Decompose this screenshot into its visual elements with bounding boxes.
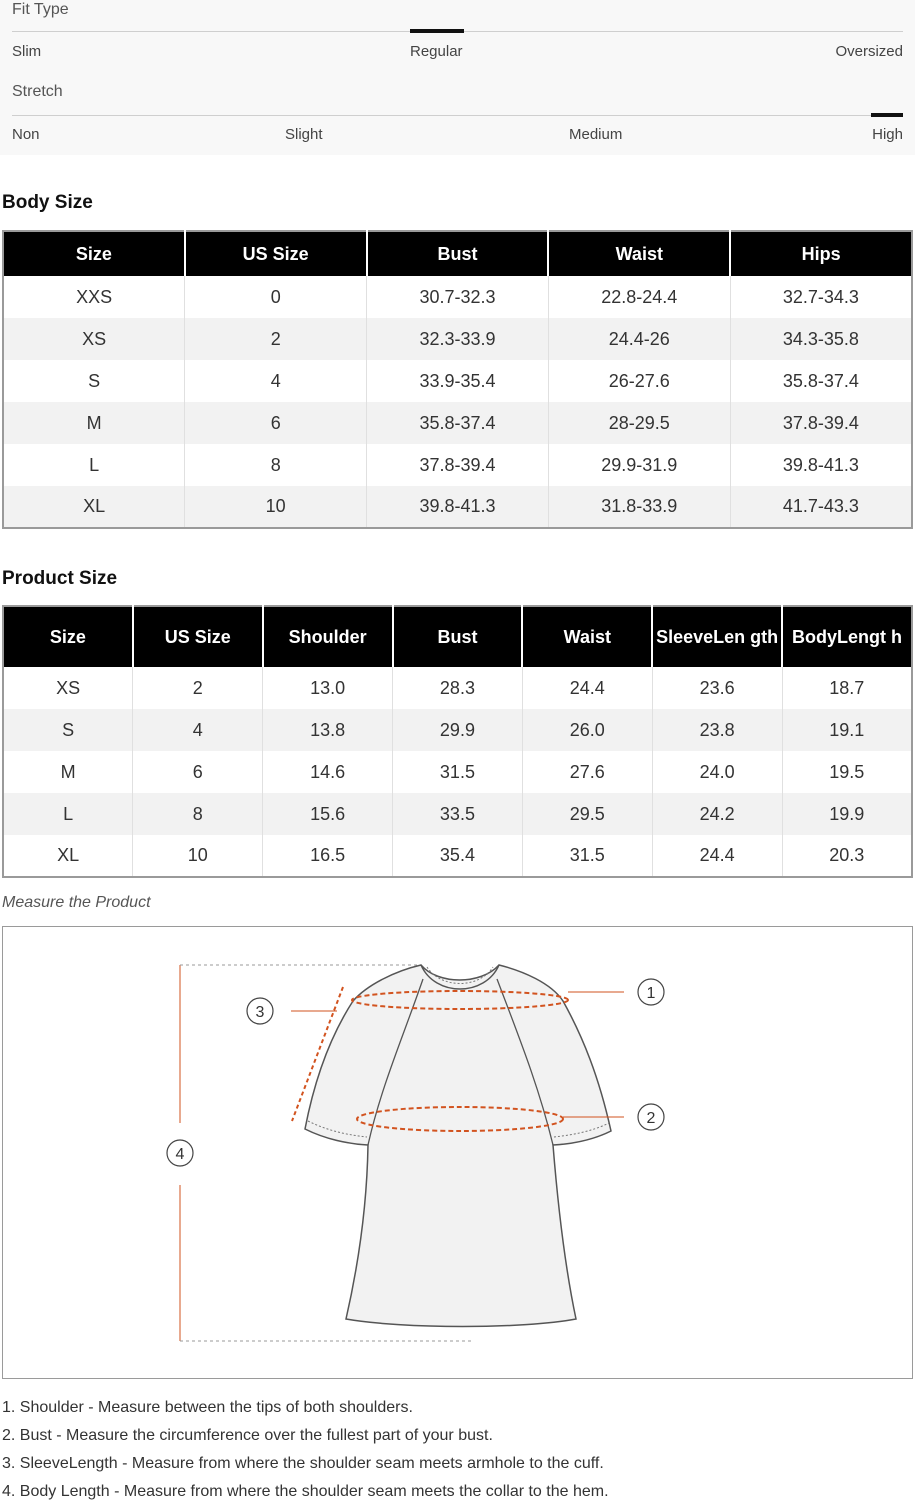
table-cell: 19.5 (782, 751, 912, 793)
fit-type-selected-marker (410, 29, 464, 33)
table-cell: XS (3, 318, 185, 360)
table-cell: 8 (185, 444, 367, 486)
column-header: BodyLengt h (782, 606, 912, 667)
note-sleeve-length: 3. SleeveLength - Measure from where the shoulder seam meets armhole to the cuff. (2, 1455, 604, 1472)
column-header: Hips (730, 231, 912, 276)
table-row (3, 709, 912, 751)
table-cell: 2 (133, 667, 263, 709)
table-cell: 10 (185, 486, 367, 528)
table-cell: XL (3, 835, 133, 877)
table-cell: 32.7-34.3 (730, 276, 912, 318)
column-header: Size (3, 606, 133, 667)
column-header: Size (3, 231, 185, 276)
table-row (3, 360, 912, 402)
table-header-row (3, 606, 912, 667)
product-size-table (2, 605, 913, 878)
table-cell: 15.6 (263, 793, 393, 835)
table-cell: 26.0 (522, 709, 652, 751)
table-cell: 33.5 (393, 793, 523, 835)
body-size-table (2, 230, 913, 529)
fit-type-label-oversized: Oversized (835, 43, 903, 60)
svg-text:3: 3 (255, 1004, 265, 1021)
table-cell: S (3, 360, 185, 402)
table-cell: 8 (133, 793, 263, 835)
table-cell: 31.8-33.9 (548, 486, 730, 528)
product-size-title: Product Size (2, 568, 118, 589)
table-cell: 26-27.6 (548, 360, 730, 402)
table-cell: 10 (133, 835, 263, 877)
table-row (3, 276, 912, 318)
fit-panel (0, 0, 915, 155)
table-row (3, 318, 912, 360)
column-header: Shoulder (263, 606, 393, 667)
marker-4 (167, 1140, 193, 1166)
table-cell: 39.8-41.3 (367, 486, 549, 528)
table-cell: 32.3-33.9 (367, 318, 549, 360)
table-cell: 6 (133, 751, 263, 793)
table-cell: XS (3, 667, 133, 709)
table-cell: 28.3 (393, 667, 523, 709)
stretch-selected-marker (871, 113, 903, 117)
note-body-length: 4. Body Length - Measure from where the shoulder seam meets the collar to the hem. (2, 1483, 609, 1500)
table-cell: 31.5 (393, 751, 523, 793)
table-cell: 41.7-43.3 (730, 486, 912, 528)
column-header: US Size (133, 606, 263, 667)
table-cell: 24.4-26 (548, 318, 730, 360)
table-cell: 35.8-37.4 (730, 360, 912, 402)
table-cell: 13.8 (263, 709, 393, 751)
table-cell: L (3, 793, 133, 835)
table-cell: 24.4 (522, 667, 652, 709)
table-cell: 16.5 (263, 835, 393, 877)
column-header: Bust (367, 231, 549, 276)
marker-2 (638, 1104, 664, 1130)
table-cell: S (3, 709, 133, 751)
table-cell: 37.8-39.4 (730, 402, 912, 444)
fit-type-label-slim: Slim (12, 43, 42, 60)
table-cell: 24.4 (652, 835, 782, 877)
stretch-label-medium: Medium (569, 126, 623, 143)
table-row (3, 402, 912, 444)
marker-1 (638, 979, 664, 1005)
stretch-label-slight: Slight (285, 126, 323, 143)
table-cell: 28-29.5 (548, 402, 730, 444)
fit-type-label-regular: Regular (410, 43, 463, 60)
table-cell: M (3, 402, 185, 444)
marker-3 (247, 998, 273, 1024)
table-cell: 37.8-39.4 (367, 444, 549, 486)
table-row (3, 667, 912, 709)
table-cell: 22.8-24.4 (548, 276, 730, 318)
table-row (3, 793, 912, 835)
table-cell: 29.9 (393, 709, 523, 751)
shirt-icon (305, 965, 611, 1327)
table-cell: 35.8-37.4 (367, 402, 549, 444)
measure-diagram (2, 926, 913, 1379)
table-cell: 4 (185, 360, 367, 402)
column-header: Waist (548, 231, 730, 276)
column-header: Bust (393, 606, 523, 667)
table-cell: 24.0 (652, 751, 782, 793)
table-cell: 35.4 (393, 835, 523, 877)
note-shoulder: 1. Shoulder - Measure between the tips of both shoulders. (2, 1399, 413, 1416)
column-header: SleeveLen gth (652, 606, 782, 667)
body-size-title: Body Size (2, 192, 93, 213)
table-cell: 0 (185, 276, 367, 318)
table-cell: 29.5 (522, 793, 652, 835)
table-cell: M (3, 751, 133, 793)
table-cell: 14.6 (263, 751, 393, 793)
table-cell: L (3, 444, 185, 486)
stretch-label-high: High (872, 126, 903, 143)
table-cell: 19.1 (782, 709, 912, 751)
column-header: Waist (522, 606, 652, 667)
table-cell: 20.3 (782, 835, 912, 877)
table-cell: 2 (185, 318, 367, 360)
table-cell: 23.6 (652, 667, 782, 709)
table-row (3, 486, 912, 528)
table-cell: 34.3-35.8 (730, 318, 912, 360)
table-row (3, 444, 912, 486)
column-header: US Size (185, 231, 367, 276)
stretch-label-non: Non (12, 126, 40, 143)
stretch-title: Stretch (12, 83, 63, 100)
table-cell: 19.9 (782, 793, 912, 835)
table-cell: 30.7-32.3 (367, 276, 549, 318)
table-header-row (3, 231, 912, 276)
table-row (3, 751, 912, 793)
table-cell: 6 (185, 402, 367, 444)
table-cell: XXS (3, 276, 185, 318)
svg-text:1: 1 (646, 985, 656, 1002)
table-cell: 13.0 (263, 667, 393, 709)
table-cell: 18.7 (782, 667, 912, 709)
table-cell: 29.9-31.9 (548, 444, 730, 486)
svg-text:4: 4 (175, 1146, 185, 1163)
stretch-scale-line (12, 115, 903, 116)
table-cell: 31.5 (522, 835, 652, 877)
table-cell: 24.2 (652, 793, 782, 835)
shirt-diagram (3, 927, 912, 1378)
table-row (3, 835, 912, 877)
table-cell: 27.6 (522, 751, 652, 793)
table-cell: 4 (133, 709, 263, 751)
measurement-notes (2, 1394, 907, 1500)
table-cell: 23.8 (652, 709, 782, 751)
fit-type-title: Fit Type (12, 1, 69, 18)
table-cell: 33.9-35.4 (367, 360, 549, 402)
measure-caption: Measure the Product (2, 894, 151, 911)
table-cell: 39.8-41.3 (730, 444, 912, 486)
note-bust: 2. Bust - Measure the circumference over the fullest part of your bust. (2, 1427, 493, 1444)
table-cell: XL (3, 486, 185, 528)
svg-text:2: 2 (646, 1110, 656, 1127)
